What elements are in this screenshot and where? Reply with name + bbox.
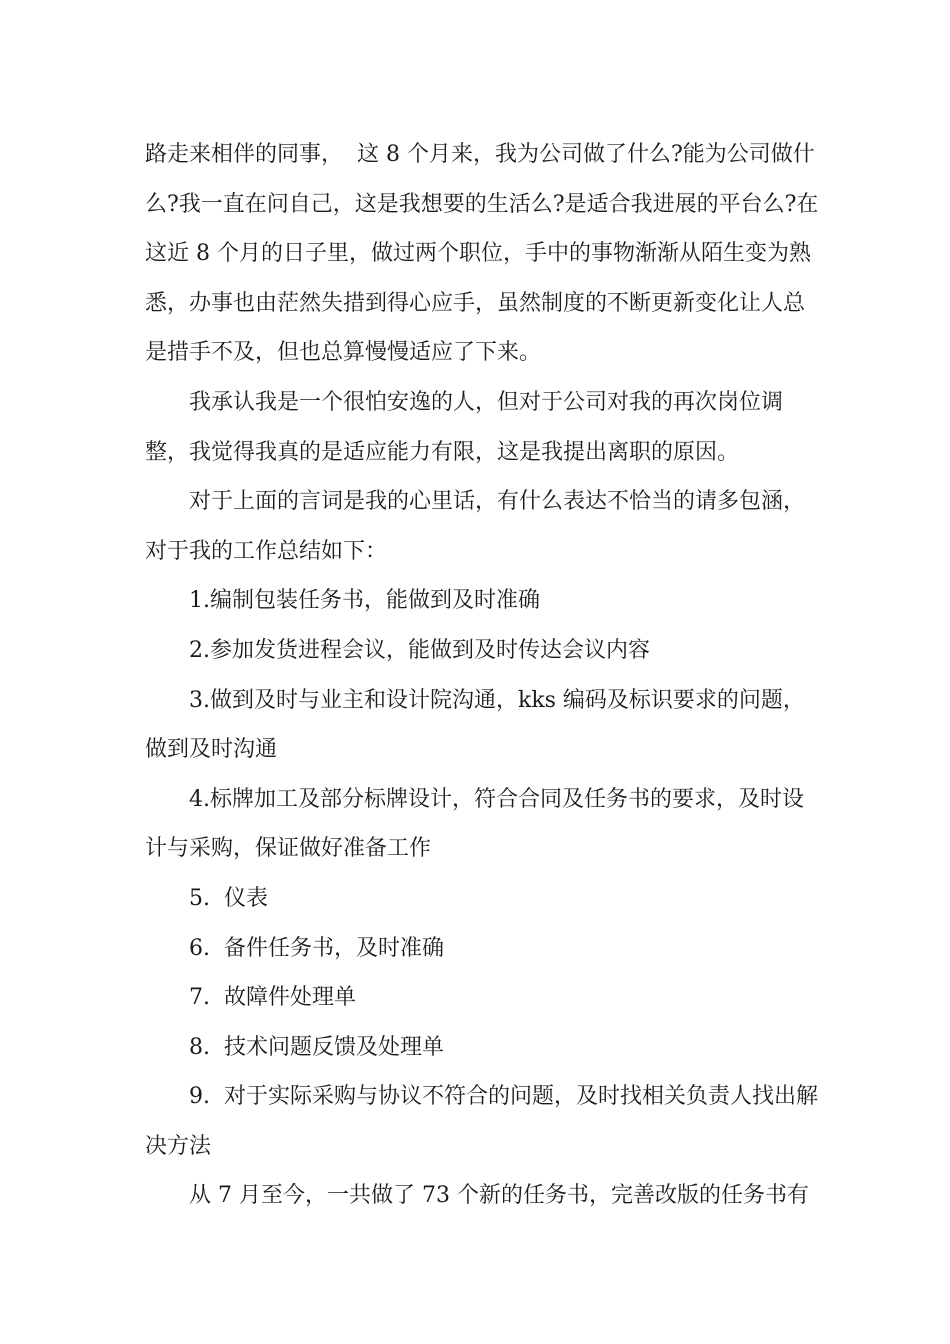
paragraph-2: 我承认我是一个很怕安逸的人，但对于公司对我的再次岗位调整，我觉得我真的是适应能力有限，这是我提出离职的原因。 [145, 389, 784, 465]
list-item-9: 9. 对于实际采购与协议不符合的问题，及时找相关负责人找出解决方法 [145, 1084, 818, 1159]
list-item-8: 8. 技术问题反馈及处理单 [189, 1034, 444, 1060]
paragraph-3: 对于上面的言词是我的心里话，有什么表达不恰当的请多包涵，对于我的工作总结如下： [145, 489, 806, 564]
list-item-6: 6. 备件任务书，及时准确 [189, 935, 444, 961]
list-item-7: 7. 故障件处理单 [189, 985, 356, 1011]
paragraph-summary: 从 7 月至今，一共做了 73 个新的任务书，完善改版的任务书有 [189, 1183, 809, 1209]
document-body [145, 130, 825, 1221]
list-item-4: 4.标牌加工及部分标牌设计，符合合同及任务书的要求，及时设计与采购，保证做好准备工作 [145, 786, 804, 862]
list-item-2: 2.参加发货进程会议，能做到及时传达会议内容 [189, 637, 650, 663]
paragraph-1: 路走来相伴的同事， 这 8 个月来，我为公司做了什么?能为公司做什么?我一直在问自己，这是我想要的生活么?是适合我进展的平台么?在这近 8 个月的日子里，做过两个职位，手中的事物渐渐从陌生变为熟悉，办事也由茫然失措到得心应手，虽然制度的不断更新变化让人总是措手不及，但也总算慢慢适应了下来。 [145, 142, 819, 366]
list-item-1: 1.编制包装任务书，能做到及时准确 [189, 588, 540, 614]
list-item-3: 3.做到及时与业主和设计院沟通，kks 编码及标识要求的问题，做到及时沟通 [145, 687, 805, 763]
list-item-5: 5. 仪表 [189, 885, 268, 911]
